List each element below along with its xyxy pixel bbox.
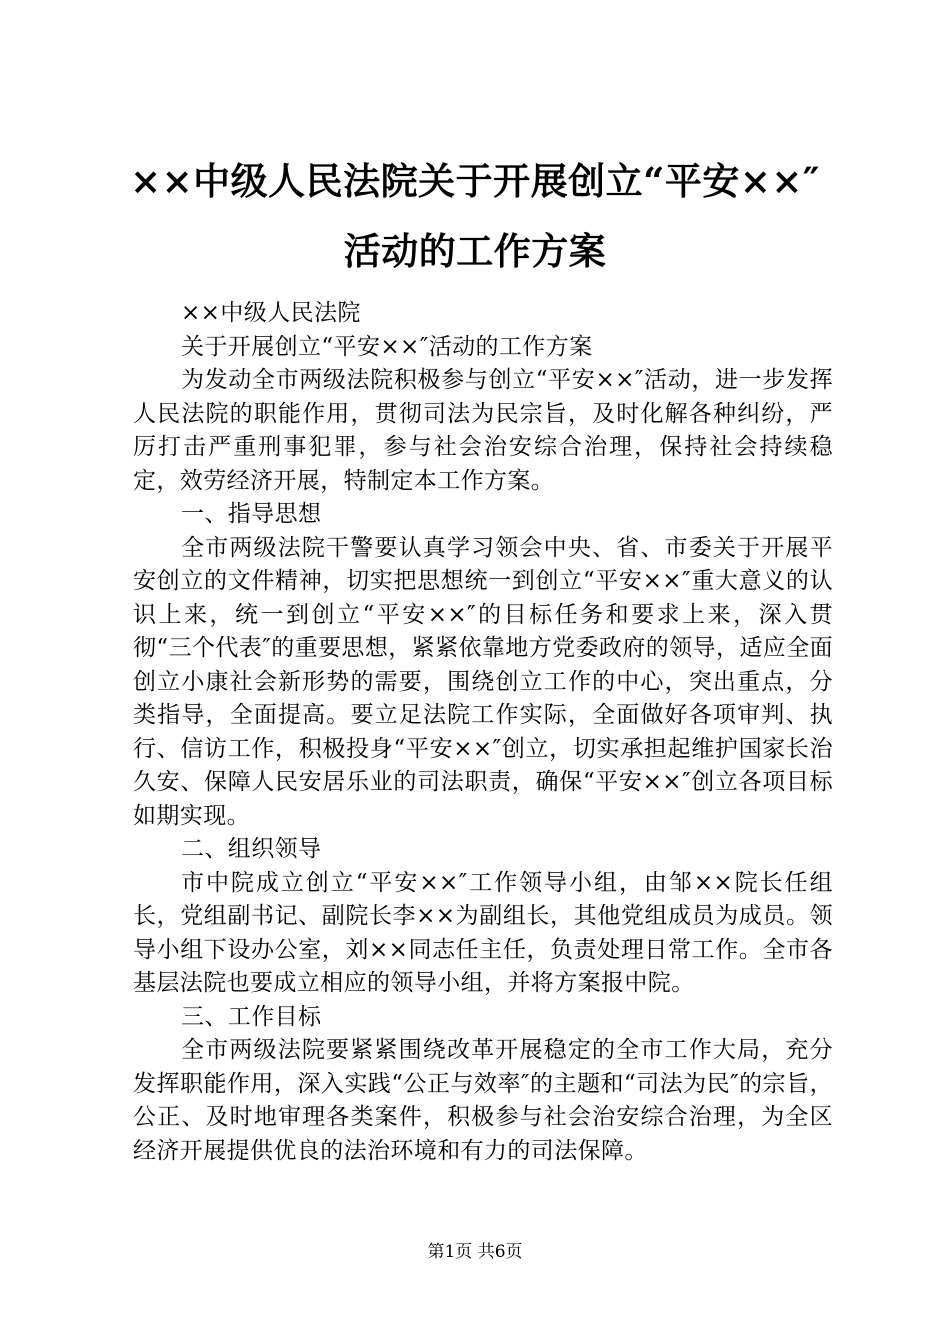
document-body <box>133 297 833 1168</box>
body-paragraph: 全市两级法院要紧紧围绕改革开展稳定的全市工作大局，充分发挥职能作用，深入实践“公正与效率″的主题和“司法为民″的宗旨，公正、及时地审理各类案件，积极参与社会治安综合治理，为全区经济开展提供优良的法治环境和有力的司法保障。 <box>133 1037 833 1164</box>
section-heading: 三、工作目标 <box>181 1003 322 1030</box>
body-paragraph: 为发动全市两级法院积极参与创立“平安××″活动，进一步发挥人民法院的职能作用，贯彻司法为民宗旨，及时化解各种纠纷，严厉打击严重刑事犯罪，参与社会治安综合治理，保持社会持续稳定，效劳经济开展，特制定本工作方案。 <box>133 367 833 494</box>
section-heading: 二、组织领导 <box>181 836 322 862</box>
issuer-line: ××中级人民法院 <box>181 300 361 326</box>
page-footer: 第1页 共6页 <box>427 1242 523 1262</box>
document-title-line-1: ××中级人民法院关于开展创立“平安××″ <box>130 159 820 203</box>
body-paragraph: 市中院成立创立“平安××″工作领导小组，由邹××院长任组长，党组副书记、副院长李××为副组长，其他党组成员为成员。领导小组下设办公室，刘××同志任主任，负责处理日常工作。全市各基层法院也要成立相应的领导小组，并将方案报中院。 <box>133 869 833 996</box>
body-paragraph: 全市两级法院干警要认真学习领会中央、省、市委关于开展平安创立的文件精神，切实把思想统一到创立“平安××″重大意义的认识上来，统一到创立“平安××″的目标任务和要求上来，深入贯彻“三个代表″的重要思想，紧紧依靠地方党委政府的领导，适应全面创立小康社会新形势的需要，围绕创立工作的中心，突出重点，分类指导，全面提高。要立足法院工作实际，全面做好各项审判、执行、信访工作，积极投身“平安××″创立，切实承担起维护国家长治久安、保障人民安居乐业的司法职责，确保“平安××″创立各项目标如期实现。 <box>133 534 833 829</box>
section-heading: 一、指导思想 <box>181 501 322 527</box>
document-title-line-2: 活动的工作方案 <box>343 229 607 273</box>
subtitle-line: 关于开展创立“平安××″活动的工作方案 <box>181 333 593 360</box>
